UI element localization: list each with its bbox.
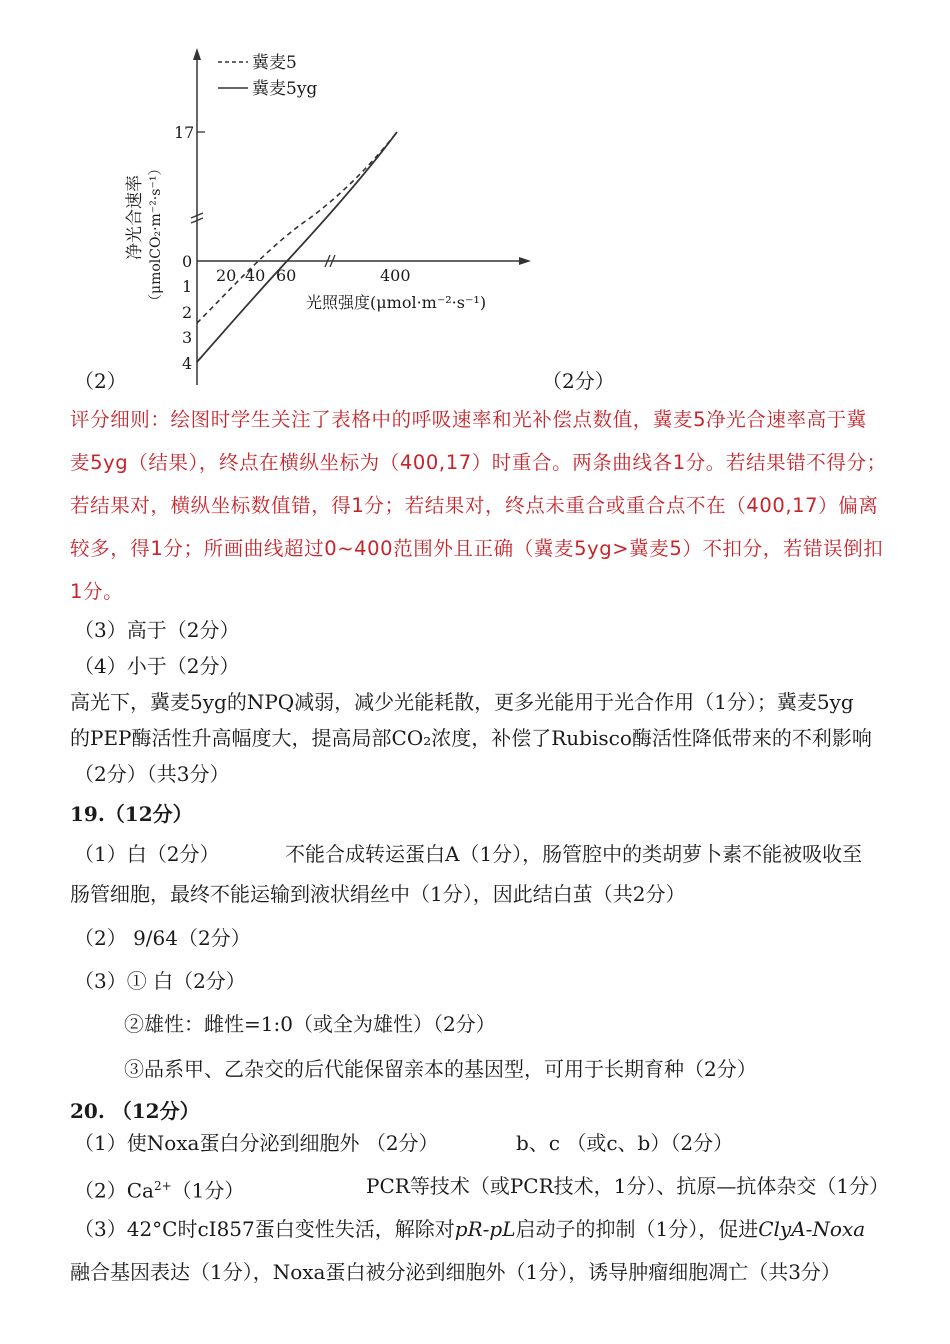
rubric-line-4: 较多，得1分；所画曲线超过0~400范围外且正确（冀麦5yg>冀麦5）不扣分，若错误倒扣 — [70, 537, 884, 560]
y-tick-3: 3 — [182, 328, 193, 347]
answer-q20-3a-part2: 启动子的抑制（1分），促进 — [515, 1217, 759, 1241]
question-20-title: 20. （12分） — [70, 1099, 200, 1123]
answer-q20-3a-gene: ClyA-Noxa — [758, 1217, 866, 1241]
answer-q4: （4）小于（2分） — [74, 654, 240, 678]
y-axis-label-line2: （μmolCO₂·m⁻²·s⁻¹） — [148, 161, 164, 308]
x-tick-40: 40 — [245, 266, 266, 285]
rubric-line-3: 若结果对，横纵坐标数值错，得1分；若结果对，终点未重合或重合点不在（400,17）偏离 — [70, 494, 879, 517]
answer-q20-2a-prefix: （2）Ca — [74, 1178, 154, 1203]
answer-q20-3a-promoter: pR-pL — [454, 1217, 516, 1241]
x-tick-20: 20 — [216, 266, 237, 285]
answer-q20-3a-part1: （3）42°C时cI857蛋白变性失活，解除对 — [74, 1217, 455, 1241]
question-19-title: 19.（12分） — [70, 802, 193, 826]
x-axis-arrow — [519, 257, 531, 265]
answer-q20-1a: （1）使Noxa蛋白分泌到细胞外 （2分） — [74, 1131, 439, 1155]
y-tick-17: 17 — [174, 123, 195, 142]
y-tick-1: 1 — [182, 277, 193, 296]
curve-jimai5yg-solid — [197, 132, 397, 362]
answer-q19-3b: ②雄性：雌性=1:0（或全为雄性）（2分） — [124, 1012, 496, 1036]
answer-q19-1a: （1）白（2分） — [74, 842, 220, 866]
answer-q19-2: （2） 9/64（2分） — [74, 926, 251, 950]
rubric-line-1: 评分细则：绘图时学生关注了表格中的呼吸速率和光补偿点数值，冀麦5净光合速率高于冀 — [70, 408, 867, 431]
answer-q20-2a-suffix: （1分） — [171, 1178, 245, 1203]
answer-q20-2b: PCR等技术（或PCR技术，1分）、抗原—抗体杂交（1分） — [366, 1174, 890, 1198]
legend-label-jimai5: 冀麦5 — [252, 53, 297, 73]
answer-q19-1b: 不能合成转运蛋白A（1分），肠管腔中的类胡萝卜素不能被吸收至 — [285, 842, 863, 866]
legend-label-jimai5yg: 冀麦5yg — [252, 79, 318, 99]
y-axis-arrow — [193, 48, 201, 60]
answer-q19-3c: ③品系甲、乙杂交的后代能保留亲本的基因型，可用于长期育种（2分） — [124, 1057, 757, 1081]
answer-q19-3: （3）① 白（2分） — [74, 969, 246, 993]
answer-q20-1b: b、c （或c、b）（2分） — [516, 1131, 734, 1155]
y-tick-4: 4 — [182, 354, 193, 373]
y-tick-0: 0 — [182, 252, 193, 271]
x-tick-400: 400 — [380, 266, 411, 285]
question-2-label: （2） — [74, 369, 127, 393]
answer-q20-2a — [74, 1172, 244, 1205]
question-2-score: （2分） — [542, 369, 615, 393]
y-axis-label-line1: 净光合速率 — [125, 175, 145, 260]
answer-q20-3b: 融合基因表达（1分），Noxa蛋白被分泌到细胞外（1分），诱导肿瘤细胞凋亡（共3分） — [70, 1260, 841, 1284]
rubric-line-2: 麦5yg（结果），终点在横纵坐标为（400,17）时重合。两条曲线各1分。若结果错不得分； — [70, 451, 887, 474]
answer-q3: （3）高于（2分） — [74, 618, 240, 642]
answer-q4-explanation-2: 的PEP酶活性升高幅度大，提高局部CO₂浓度，补偿了Rubisco酶活性降低带来的不利影响 — [70, 726, 872, 750]
answer-q19-1c: 肠管细胞，最终不能运输到液状绢丝中（1分），因此结白茧（共2分） — [70, 882, 686, 906]
answer-q20-3a — [74, 1215, 865, 1243]
x-tick-60: 60 — [276, 266, 297, 285]
answer-q4-explanation-1: 高光下，冀麦5yg的NPQ减弱，减少光能耗散，更多光能用于光合作用（1分）；冀麦5yg — [70, 690, 854, 714]
photosynthesis-chart — [110, 40, 550, 390]
answer-q4-explanation-3: （2分）（共3分） — [74, 762, 230, 786]
y-tick-2: 2 — [182, 303, 193, 322]
rubric-line-5: 1分。 — [70, 580, 124, 603]
answer-q20-2a-superscript: 2+ — [153, 1179, 172, 1193]
x-axis-label: 光照强度(μmol·m⁻²·s⁻¹) — [306, 293, 487, 312]
